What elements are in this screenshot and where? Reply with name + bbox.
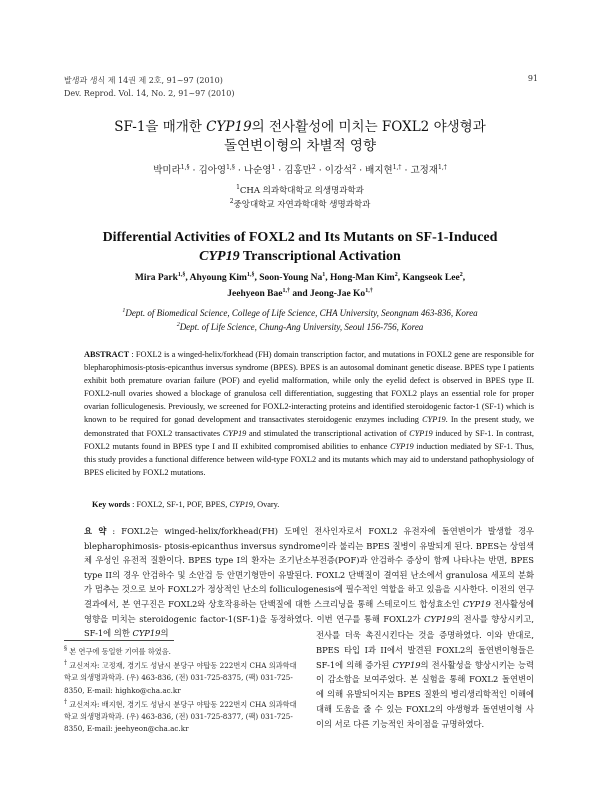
author-affiliation-mark: 1 — [322, 271, 326, 278]
author-separator: , — [254, 273, 260, 283]
author-separator: , — [325, 273, 331, 283]
footnote-mark: † — [64, 659, 67, 667]
footnote-text: 본 연구에 동일한 기여를 하였음. — [67, 647, 171, 656]
author-affiliation-mark: 1,† — [392, 163, 402, 171]
author-separator: , — [185, 273, 190, 283]
page-number: 91 — [527, 74, 538, 83]
author-name: 김홍만 — [284, 165, 312, 176]
footnote-mark: † — [64, 698, 67, 706]
affiliation-mark: 1 — [236, 184, 240, 192]
korean-affiliations — [60, 184, 540, 212]
journal-reference-korean: 발생과 생식 제 14권 제 2호, 91~97 (2010) — [64, 76, 223, 85]
abstract: ABSTRACT : FOXL2 is a winged-helix/forkhead (FH) domain transcription factor, and mutations in FOXL2 gene are responsible for blepharophimosis-ptosis-epicanthus inversus syndrome (BPES). BPES is an autosomal dominant genetic disease. BPES type I patients exhibit both premature ovarian failure (POF) and eyelid malformation, while only the eyelid defect is observed in BPES type II. FOXL2-null ovaries showed a blockage of granulosa cell differentiation, suggesting that FOXL2 plays an essential role for proper ovarian folliculogenesis. Previously, we screened for FOXL2-interacting proteins and identified steroidogenic factor-1 (SF-1) which is known to be required for gonad development and transactivates steroidogenic enzymes including CYP19. In the present study, we demonstrated that FOXL2 transactivates CYP19 and stimulated the transcriptional activation of CYP19 induced by SF-1. In contrast, FOXL2 mutants found in BPES type I and II exhibited compromised abilities to enhance CYP19 induction mediated by SF-1. Thus, this study provides a functional difference between wild-type FOXL2 and its mutants which may aid to understand pathophysiology of BPES elicited by FOXL2 mutations. — [84, 350, 535, 477]
author-affiliation-mark: 2 — [352, 163, 357, 171]
keywords: Key words : FOXL2, SF-1, POF, BPES, CYP19, Ovary. — [92, 500, 280, 509]
footnote-text: 교신저자: 배지현, 경기도 성남시 분당구 야탑동 222번지 CHA 의과학대학교 의생명과학과. (우) 463-836, (전) 031-725-8377, (팩) 031-725-8350, E-mail: jeehyeon@cha.ac.kr — [64, 699, 297, 734]
affiliation — [60, 198, 540, 212]
footnote-divider — [64, 640, 174, 641]
author-separator: · — [234, 165, 244, 176]
korean-abstract-label: 요 약 — [84, 526, 107, 536]
author-separator: · — [275, 165, 285, 176]
author-name: Hong-Man Kim — [330, 273, 395, 283]
affiliation-mark: 2 — [229, 198, 234, 206]
gene-name: CYP19 — [199, 249, 240, 264]
footnote — [64, 646, 300, 658]
author-separator: · — [189, 165, 199, 176]
journal-reference-english: Dev. Reprod. Vol. 14, No. 2, 91~97 (2010) — [64, 89, 235, 98]
footnote — [64, 660, 300, 697]
footnotes — [64, 646, 300, 737]
author-separator: · — [315, 165, 325, 176]
affiliation-mark: 1 — [122, 308, 126, 314]
author-name: 박미라 — [153, 165, 181, 176]
author-affiliation-mark: 1,§ — [246, 271, 255, 278]
author-name: Kangseok Lee — [402, 273, 460, 283]
affiliation — [60, 306, 540, 320]
gene-name: CYP19 — [206, 119, 252, 135]
author-name: Mira Park — [134, 273, 178, 283]
author-affiliation-mark: 1,† — [438, 163, 447, 171]
abstract-label: ABSTRACT — [84, 350, 130, 359]
affiliation — [60, 184, 540, 198]
footnote-text: 교신저자: 고정재, 경기도 성남시 분당구 야탑동 222번지 CHA 의과학대학교 의생명과학과. (우) 463-836, (전) 031-725-8375, (팩) 031-725-8350, E-mail: highko@cha.ac.kr — [64, 661, 297, 695]
english-affiliations — [60, 306, 540, 334]
affiliation-text: Dept. of Biomedical Science, College of Life Science, CHA University, Seongnam 463-836, Korea — [125, 308, 478, 318]
affiliation-text: Dept. of Life Science, Chung-Ang University, Seoul 156-756, Korea — [179, 322, 424, 332]
affiliation-text: CHA 의과학대학교 의생명과학과 — [239, 186, 364, 196]
author-name: 배지현 — [365, 165, 393, 176]
english-authors-line1 — [60, 270, 540, 286]
author-name: Soon-Young Na — [259, 273, 323, 283]
author-separator: , — [462, 273, 466, 283]
author-name: Ahyoung Kim — [189, 273, 247, 283]
english-authors — [60, 270, 540, 302]
author-name: 나순영 — [243, 165, 272, 176]
affiliation-text: 중앙대학교 자연과학대학 생명과학과 — [233, 200, 371, 210]
author-name: 고정재 — [410, 165, 439, 176]
author-affiliation-mark: 2 — [394, 271, 398, 278]
journal-reference — [64, 74, 234, 100]
author-affiliation-mark: 1 — [271, 163, 276, 171]
author-affiliation-mark: 1,§ — [226, 163, 235, 171]
author-affiliation-mark: 2 — [459, 271, 463, 278]
author-separator: , — [397, 273, 403, 283]
author-affiliation-mark: 1,§ — [177, 271, 186, 278]
footnote — [64, 699, 300, 736]
author-separator: · — [356, 165, 366, 176]
english-title: Differential Activities of FOXL2 and Its Mutants on SF-1-Induced CYP19 Transcriptional Activation — [102, 230, 498, 264]
korean-authors — [60, 162, 540, 176]
author-name: 이강석 — [324, 165, 353, 176]
korean-title: SF-1을 매개한 CYP19의 전사활성에 미치는 FOXL2 야생형과 돌연변이형의 차별적 영향 — [114, 119, 486, 154]
author-affiliation-mark: 1,§ — [180, 163, 190, 171]
english-authors-line2: Jeehyeon Bae$^{1,\dagger}$ and Jeong-Jae $Ko^{1,\dagger}$ — [227, 287, 373, 299]
korean-abstract: 요 약 : FOXL2는 winged-helix/forkhead(FH) 도메인 전사인자로서 FOXL2 유전자에 돌연변이가 발생할 경우 blepharophimosis- ptosis-epicanthus inversus syndrome이라 불리는 BPES 질병이 유발되게 된다. BPES는 상염색체 우성인 유전적 질환이다. BPES type I의 환자는 조기난소부전증(POF)과 안검하수 증상이 함께 나타나는 반면, BPES type II의 경우 안검하수 및 소안검 등 안면기형만이 유발된다. FOXL2 단백질이 결여된 난소에서 granulosa 세포의 분화가 멈추는 것으로 보아 FOXL2가 정상적인 난소의 folliculogenesis에 필수적인 역할을 하고 있음을 시사한다. 이전의 연구 결과에서, 본 연구진은 FOXL2와 상호작용하는 단백질에 대한 스크리닝을 통해 스테로이드 합성효소인 CYP19 전사활성에 영향을 미치는 steroidogenic factor-1(SF-1)을 동정하였다. 이번 연구를 통해 FOXL2가 CYP19의 전사를 향상시키고, SF-1에 의한 CYP19의 — [84, 526, 535, 639]
author-separator: · — [401, 165, 411, 176]
keywords-label: Key words — [92, 500, 131, 509]
author-name: 김아영 — [198, 165, 227, 176]
affiliation — [60, 320, 540, 334]
affiliation-mark: 2 — [176, 322, 180, 328]
footnote-mark: § — [64, 645, 67, 653]
korean-abstract-continued: 전사를 더욱 촉진시킨다는 것을 증명하였다. 이와 반대로, BPES 타입 I과 II에서 발견된 FOXL2의 돌연변이형들은 SF-1에 의해 증가된 CYP19의 전사활성을 향상시키는 능력이 감소함을 보여주었다. 본 실험을 통해 FOXL2 돌연변이에 의해 유발되어지는 BPES 질환의 병리생리학적인 이해에 대해 도움을 줄 수 있는 FOXL2의 야생형과 돌연변이형 사이의 서로 다른 기능적인 차이점을 규명하였다. — [316, 630, 535, 729]
author-affiliation-mark: 2 — [311, 163, 316, 171]
